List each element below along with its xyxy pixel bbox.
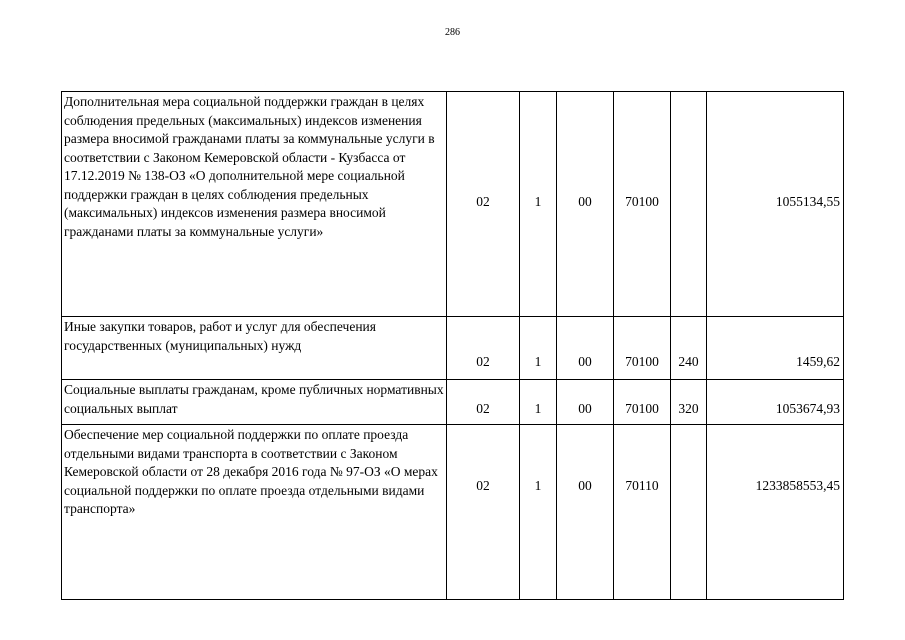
row-code-2: 1 — [520, 380, 557, 425]
row-code-4: 70110 — [614, 425, 671, 600]
row-code-2: 1 — [520, 317, 557, 380]
row-description: Социальные выплаты гражданам, кроме публичных нормативных социальных выплат — [62, 380, 447, 425]
row-code-1: 02 — [447, 317, 520, 380]
row-code-3: 00 — [557, 317, 614, 380]
page-number: 286 — [445, 27, 460, 38]
row-code-2: 1 — [520, 425, 557, 600]
row-amount: 1459,62 — [707, 317, 844, 380]
row-amount: 1055134,55 — [707, 92, 844, 317]
row-code-1: 02 — [447, 380, 520, 425]
row-amount: 1053674,93 — [707, 380, 844, 425]
row-code-4: 70100 — [614, 92, 671, 317]
row-description: Дополнительная мера социальной поддержки граждан в целях соблюдения предельных (максимальных) индексов изменения размера вносимой гражданами платы за коммунальные услуги в соответствии с Законом Кемеровской области - Кузбасса от 17.12.2019 № 138-ОЗ «О дополнительной мере социальной поддержки граждан в целях соблюдения предельных (максимальных) индексов изменения размера вносимой гражданами платы за коммунальные услуги» — [62, 92, 447, 317]
row-description: Обеспечение мер социальной поддержки по оплате проезда отдельными видами транспорта в соответствии с Законом Кемеровской области от 28 декабря 2016 года № 97-ОЗ «О мерах социальной поддержки по оплате проезда отдельными видами транспорта» — [62, 425, 447, 600]
row-code-2: 1 — [520, 92, 557, 317]
row-code-3: 00 — [557, 425, 614, 600]
row-code-5 — [671, 425, 707, 600]
row-code-1: 02 — [447, 425, 520, 600]
table-row — [62, 380, 844, 425]
row-code-4: 70100 — [614, 380, 671, 425]
row-code-1: 02 — [447, 92, 520, 317]
table-row — [62, 317, 844, 380]
row-code-3: 00 — [557, 380, 614, 425]
table-row — [62, 92, 844, 317]
budget-table — [61, 91, 844, 600]
row-code-3: 00 — [557, 92, 614, 317]
row-code-5: 240 — [671, 317, 707, 380]
table-row — [62, 425, 844, 600]
row-description: Иные закупки товаров, работ и услуг для обеспечения государственных (муниципальных) нужд — [62, 317, 447, 380]
row-amount: 1233858553,45 — [707, 425, 844, 600]
row-code-5: 320 — [671, 380, 707, 425]
row-code-5 — [671, 92, 707, 317]
row-code-4: 70100 — [614, 317, 671, 380]
